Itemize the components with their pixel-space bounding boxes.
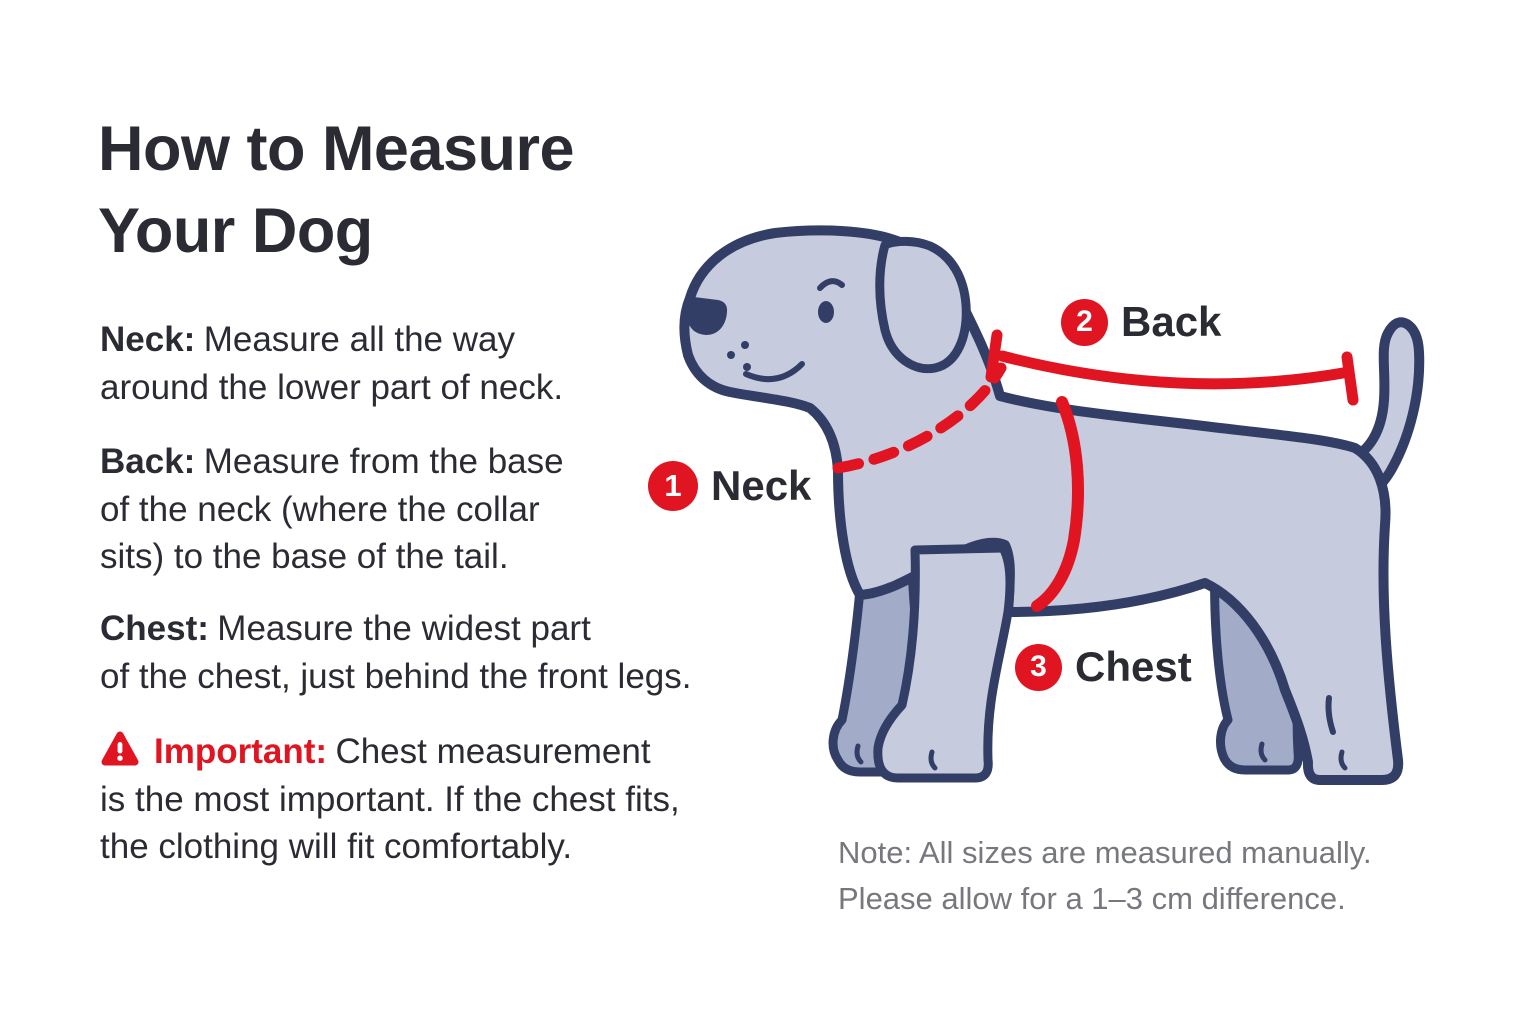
instruction-important-label: Important:: [154, 732, 328, 771]
marker-back-number: 2: [1061, 299, 1108, 346]
instruction-chest-line-2: of the chest, just behind the front legs.: [100, 656, 692, 696]
title-line-2: Your Dog: [98, 196, 373, 266]
instruction-back-line-3: sits) to the base of the tail.: [100, 537, 509, 576]
instruction-neck-label: Neck:: [100, 320, 196, 359]
marker-neck-number: 1: [648, 461, 698, 511]
instruction-important-line-1: Important: Chest measurement: [100, 728, 820, 776]
instruction-chest-line-1: Chest: Measure the widest part: [100, 609, 591, 648]
instruction-back-line-2: of the neck (where the collar: [100, 489, 540, 529]
instruction-neck-line-2: around the lower part of neck.: [100, 367, 564, 407]
dog-ear: [880, 241, 966, 368]
dog-freckle: [727, 351, 735, 359]
note-line-1: Note: All sizes are measured manually.: [838, 835, 1372, 870]
instruction-back-line-1: Back: Measure from the base: [100, 442, 564, 481]
page-title: [98, 108, 574, 272]
marker-chest-label: Chest: [1075, 643, 1192, 690]
marker-neck: [648, 461, 811, 511]
marker-back: [1061, 298, 1221, 346]
dog-freckle: [743, 363, 751, 371]
marker-neck-label: Neck: [711, 462, 812, 509]
dog-freckle: [741, 341, 749, 349]
marker-chest: [1015, 643, 1192, 691]
note-line-2: Please allow for a 1–3 cm difference.: [838, 880, 1346, 916]
instruction-back-label: Back:: [100, 442, 196, 481]
note: [838, 830, 1372, 921]
instruction-chest-label: Chest:: [100, 609, 209, 648]
marker-chest-number: 3: [1015, 644, 1062, 691]
instruction-important-line-3: the clothing will fit comfortably.: [100, 827, 573, 866]
instruction-important-line-2: is the most important. If the chest fits,: [100, 779, 680, 819]
instruction-neck-line-1: Neck: Measure all the way: [100, 320, 515, 359]
marker-back-label: Back: [1121, 298, 1222, 345]
dog-eye: [818, 301, 834, 323]
title-line-1: How to Measure: [98, 114, 575, 184]
warning-triangle-icon: [100, 730, 140, 767]
